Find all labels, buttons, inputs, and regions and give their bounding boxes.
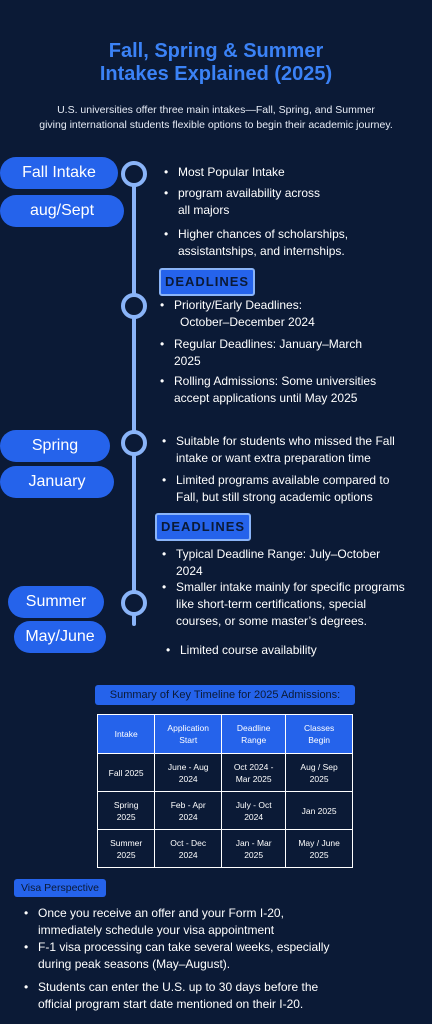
summer-bullet-1-line-3: courses, or some master’s degrees. xyxy=(176,614,367,628)
summer-bullet-1 xyxy=(162,579,430,630)
summary-title: Summary of Key Timeline for 2025 Admissions: xyxy=(95,685,355,705)
fall-deadline-3-line-2: accept applications until May 2025 xyxy=(174,391,358,405)
table-header-cell: Application Start xyxy=(155,715,222,754)
fall-deadlines-label: DEADLINES xyxy=(159,268,255,296)
table-cell: Fall 2025 xyxy=(98,754,155,792)
fall-months-pill: aug/Sept xyxy=(0,195,124,227)
fall-deadline-2-line-1: Regular Deadlines: January–March xyxy=(174,337,363,351)
fall-bullet-3 xyxy=(164,226,426,260)
bullet-dot: • xyxy=(162,580,167,594)
visa-bullet-1-line-2: immediately schedule your visa appointment xyxy=(38,923,275,937)
table-cell: Spring 2025 xyxy=(98,792,155,830)
summer-pill: Summer xyxy=(8,586,104,618)
visa-bullet-1 xyxy=(24,905,428,939)
timeline-node-fall-deadlines xyxy=(121,293,147,319)
table-cell: Feb - Apr 2024 xyxy=(155,792,222,830)
table-row xyxy=(98,754,353,792)
table-header-row xyxy=(98,715,353,754)
summer-bullet-2 xyxy=(166,642,428,659)
spring-deadline-1-line-1: Typical Deadline Range: July–October xyxy=(176,547,381,561)
fall-bullet-1-line-1: Most Popular Intake xyxy=(178,165,285,179)
table-cell: July - Oct 2024 xyxy=(222,792,286,830)
subtitle-line-2: giving international students flexible options to begin their academic journey. xyxy=(39,119,393,131)
fall-bullet-1 xyxy=(164,164,426,181)
summer-bullet-1-line-1: Smaller intake mainly for specific programs xyxy=(176,580,405,594)
visa-perspective-title: Visa Perspective xyxy=(14,879,106,897)
timeline-node-fall xyxy=(121,161,147,187)
timeline-node-spring xyxy=(121,430,147,456)
summer-bullet-2-line-1: Limited course availability xyxy=(180,643,317,657)
table-cell: June - Aug 2024 xyxy=(155,754,222,792)
timeline-line xyxy=(132,168,136,626)
spring-deadline-1 xyxy=(162,546,428,580)
spring-bullet-2-line-1: Limited programs available compared to xyxy=(176,473,390,487)
table-cell: Oct 2024 - Mar 2025 xyxy=(222,754,286,792)
spring-pill: Spring xyxy=(0,430,110,462)
table-row xyxy=(98,792,353,830)
page-title-line-2: Intakes Explained (2025) xyxy=(99,63,333,85)
spring-months-pill: January xyxy=(0,466,114,498)
visa-bullet-2-line-2: during peak seasons (May–August). xyxy=(38,957,231,971)
visa-bullet-1-line-1: Once you receive an offer and your Form I-20, xyxy=(38,906,284,920)
visa-bullet-3-line-1: Students can enter the U.S. up to 30 days before the xyxy=(38,980,319,994)
bullet-dot: • xyxy=(164,165,169,179)
bullet-dot: • xyxy=(162,547,167,561)
spring-bullet-1 xyxy=(162,433,428,467)
spring-bullet-2-line-2: Fall, but still strong academic options xyxy=(176,490,373,504)
fall-intake-pill: Fall Intake xyxy=(0,157,118,189)
fall-deadline-2 xyxy=(160,336,426,370)
bullet-dot: • xyxy=(160,337,165,351)
visa-bullet-3 xyxy=(24,979,428,1013)
table-row xyxy=(98,830,353,868)
table-header-cell: Intake xyxy=(98,715,155,754)
fall-bullet-3-line-1: Higher chances of scholarships, xyxy=(178,227,349,241)
summer-months-pill: May/June xyxy=(14,621,106,653)
spring-bullet-1-line-2: intake or want extra preparation time xyxy=(176,451,371,465)
spring-deadlines-label: DEADLINES xyxy=(155,513,251,541)
fall-deadline-2-line-2: 2025 xyxy=(174,354,201,368)
fall-deadline-3 xyxy=(160,373,426,407)
bullet-dot: • xyxy=(24,940,29,954)
fall-deadline-1-line-2: October–December 2024 xyxy=(180,315,315,329)
table-header-cell: Deadline Range xyxy=(222,715,286,754)
subtitle-line-1: U.S. universities offer three main intakes—Fall, Spring, and Summer xyxy=(57,104,375,116)
fall-deadline-1-line-1: Priority/Early Deadlines: xyxy=(174,298,303,312)
visa-bullet-3-line-2: official program start date mentioned on their I-20. xyxy=(38,997,304,1011)
table-cell: Oct - Dec 2024 xyxy=(155,830,222,868)
visa-bullet-2-line-1: F-1 visa processing can take several weeks, especially xyxy=(38,940,330,954)
fall-bullet-2-line-1: program availability across xyxy=(178,186,321,200)
table-cell: Jan 2025 xyxy=(286,792,353,830)
bullet-dot: • xyxy=(24,906,29,920)
table-cell: May / June 2025 xyxy=(286,830,353,868)
fall-deadline-1 xyxy=(160,297,426,331)
bullet-dot: • xyxy=(162,434,167,448)
page-title-line-1: Fall, Spring & Summer xyxy=(108,40,324,62)
bullet-dot: • xyxy=(160,298,165,312)
bullet-dot: • xyxy=(164,186,169,200)
visa-bullet-2 xyxy=(24,939,428,973)
spring-deadline-1-line-2: 2024 xyxy=(176,564,203,578)
bullet-dot: • xyxy=(164,227,169,241)
bullet-dot: • xyxy=(24,980,29,994)
bullet-dot: • xyxy=(166,643,171,657)
bullet-dot: • xyxy=(160,374,165,388)
table-header-cell: Classes Begin xyxy=(286,715,353,754)
bullet-dot: • xyxy=(162,473,167,487)
spring-bullet-1-line-1: Suitable for students who missed the Fall xyxy=(176,434,395,448)
fall-bullet-3-line-2: assistantships, and internships. xyxy=(178,244,345,258)
timeline-node-summer xyxy=(121,590,147,616)
table-cell: Aug / Sep 2025 xyxy=(286,754,353,792)
spring-bullet-2 xyxy=(162,472,428,506)
table-cell: Summer 2025 xyxy=(98,830,155,868)
fall-bullet-2 xyxy=(164,185,426,219)
summary-table xyxy=(97,714,353,868)
summer-bullet-1-line-2: like short-term certifications, special xyxy=(176,597,367,611)
table-cell: Jan - Mar 2025 xyxy=(222,830,286,868)
fall-deadline-3-line-1: Rolling Admissions: Some universities xyxy=(174,374,377,388)
fall-bullet-2-line-2: all majors xyxy=(178,203,230,217)
